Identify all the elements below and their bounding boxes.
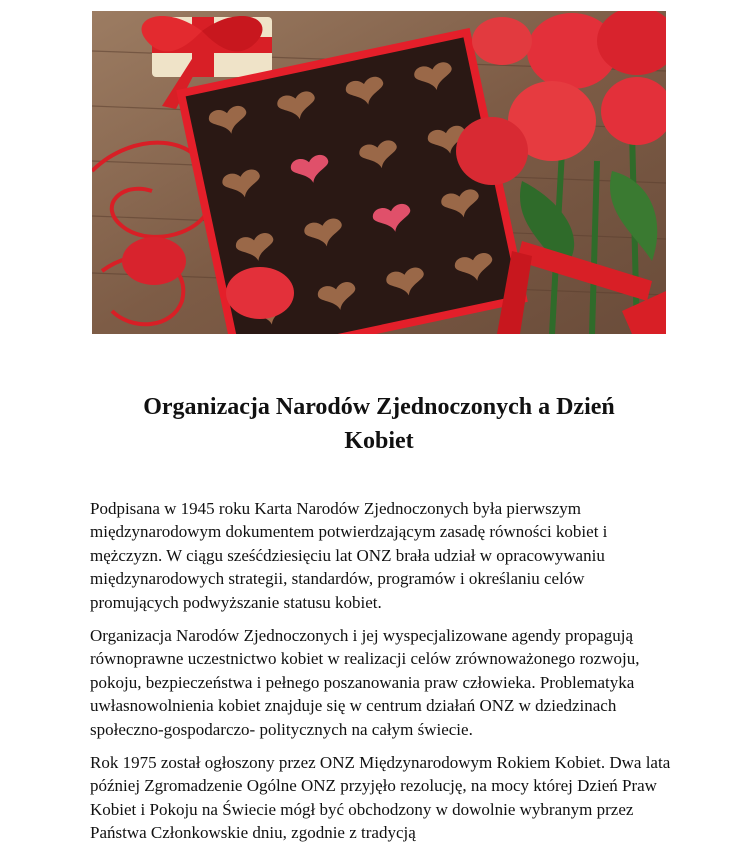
article-title-line-1: Organizacja Narodów Zjednoczonych a Dzień <box>143 394 615 420</box>
article-title <box>92 390 666 458</box>
article-paragraph-2: Organizacja Narodów Zjednoczonych i jej wyspecjalizowane agendy propagują równoprawne uczestnictwo kobiet w realizacji celów zrównoważonego rozwoju, pokoju, bezpieczeństwa i pełnego poszanowania praw człowieka. Problematyka uwłasnowolnienia kobiet znajduje się w centrum działań ONZ w dziedzinach społeczno-gospodarczo- politycznych na całym świecie. <box>90 626 640 739</box>
hero-image <box>92 11 666 334</box>
chocolate-box-illustration <box>92 11 666 334</box>
article-paragraph-1: Podpisana w 1945 roku Karta Narodów Zjednoczonych była pierwszym międzynarodowym dokumentem potwierdzającym zasadę równości kobiet i mężczyzn. W ciągu sześćdziesięciu lat ONZ brała udział w opracowywaniu międzynarodowych strategii, standardów, programów i określaniu celów promujących podwyższanie statusu kobiet. <box>90 499 608 612</box>
article-paragraph-3: Rok 1975 został ogłoszony przez ONZ Międzynarodowym Rokiem Kobiet. Dwa lata później Zgromadzenie Ogólne ONZ przyjęło rezolucję, na mocy której Dzień Praw Kobiet i Pokoju na Świecie mógł być obchodzony w dowolnie wybranym przez Państwa Członkowskie dniu, zgodnie z tradycją <box>90 753 671 843</box>
article-title-line-2: Kobiet <box>344 428 414 454</box>
article-body <box>90 497 675 855</box>
